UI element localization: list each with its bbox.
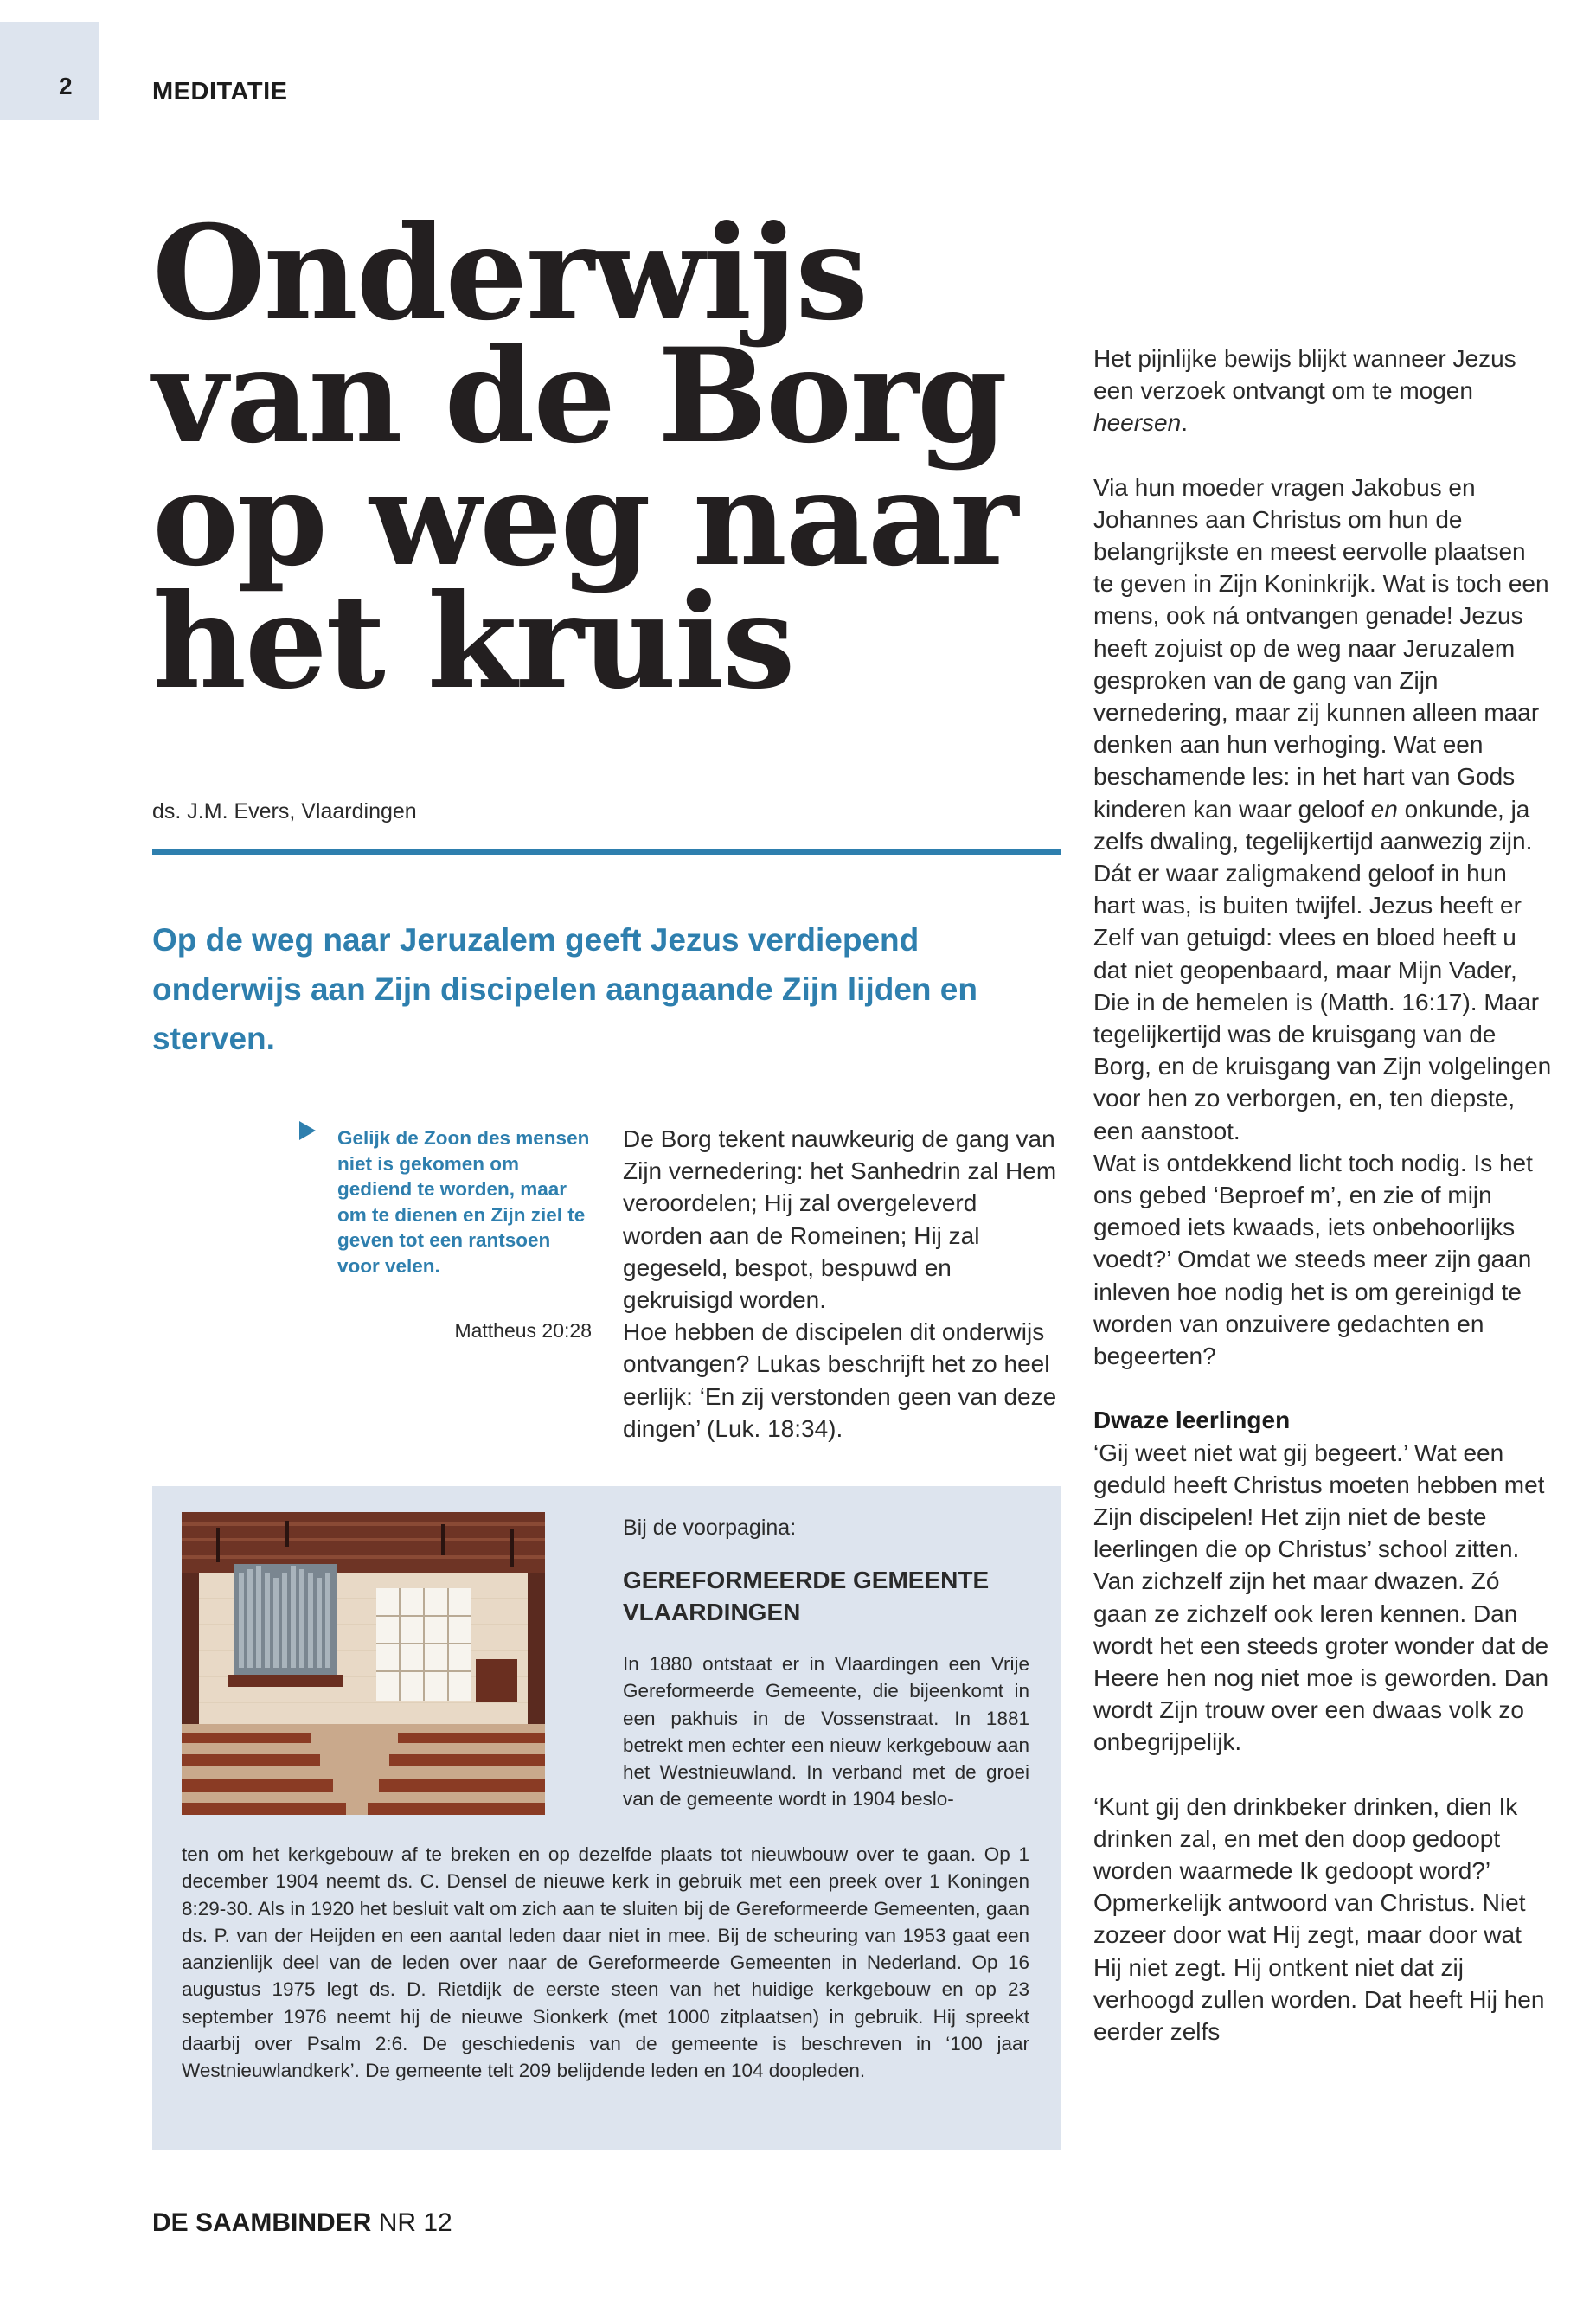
middle-column (623, 1123, 1061, 1445)
title-line: op weg naar (152, 443, 1017, 595)
page-number-box (0, 22, 99, 120)
title-line: het kruis (152, 566, 794, 718)
issue-number: NR 12 (378, 2208, 452, 2237)
subheading: Dwaze leerlingen (1093, 1407, 1291, 1434)
lead-paragraph: Op de weg naar Jeruzalem geeft Jezus verdiepend onderwijs aan Zijn discipelen aangaande Zijn lijden en sterven. (152, 922, 977, 1056)
article-title (152, 197, 1035, 718)
footer-magazine-info (152, 2208, 452, 2238)
triangle-bullet-icon (299, 1121, 316, 1140)
body-paragraph: Wat is ontdekkend licht toch nodig. Is het ons gebed ‘Beproef m’, en zie of mijn gemoed iets kwaads, iets onbehoorlijks voedt?’ Omdat we steeds meer zijn gaan inleven hoe nodig het is om gereinigd te worden van onzuivere gedachten en begeerten? (1093, 1149, 1533, 1370)
right-column (1093, 343, 1552, 2048)
body-paragraph: ‘Gij weet niet wat gij begeert.’ Wat een geduld heeft Christus moeten hebben met Zijn discipelen! Het zijn niet de beste leerlingen die op Christus’ school zitten. Van zichzelf zijn het maar dwazen. Zó gaan ze zichzelf ook leren kennen. Dan wordt het een steeds groter wonder dat de Heere hen nog niet moe is geworden. Dan wordt Zijn trouw over een dwaas volk zo onbegrijpelijk. (1093, 1439, 1549, 1756)
page-number: 2 (59, 73, 73, 99)
section-label: MEDITATIE (152, 78, 288, 106)
body-paragraph: Het pijnlijke bewijs blijkt wanneer Jezus een verzoek ontvangt om te mogen heersen. (1093, 345, 1516, 437)
body-paragraph: Via hun moeder vragen Jakobus en Johannes aan Christus om hun de belangrijkste en meest eervolle plaatsen te geven in Zijn Koninkrijk. Wat is toch een mens, ook ná ontvangen genade! Jezus heeft zojuist op de weg naar Jeruzalem gesproken van de gang van Zijn vernedering, maar zij kunnen alleen maar denken aan hun verhoging. Wat een beschamende les: in het hart van Gods kinderen kan waar geloof en onkunde, ja zelfs dwaling, tegelijkertijd aanwezig zijn. Dát er waar zaligmakend geloof in hun hart was, is buiten twijfel. Jezus heeft er Zelf van getuigd: vlees en bloed heeft u dat niet geopenbaard, maar Mijn Vader, Die in de hemelen is (Matth. 16:17). Maar tegelijkertijd was de kruisgang van de Borg, en de kruisgang van Zijn volgelingen voor hen zo verborgen, en, ten diepste, een aanstoot. (1093, 473, 1552, 1144)
infobox-text-bottom: ten om het kerkgebouw af te breken en op dezelfde plaats tot nieuwbouw over te gaan. Op 1 december 1904 neemt ds. C. Densel de nieuwe kerk in gebruik met een preek over 1 Koningen 8:29-30. Als in 1920 het besluit valt om zich aan te sluiten bij de Gereformeerde Gemeenten, gaan ds. P. van der Heijden en een aantal leden daar niet in mee. Bij de scheuring van 1953 gaat een aanzienlijk deel van de leden over naar de Gereformeerde Gemeenten in Nederland. Op 16 augustus 1975 legt ds. D. Rietdijk de eerste steen van het huidige kerkgebouw en op 23 september 1976 neemt hij de nieuwe Sionkerk (met 1000 zitplaatsen) in gebruik. Hij spreekt daarbij over Psalm 2:6. De geschiedenis van de gemeente is beschreven in ‘100 jaar Westnieuwlandkerk’. De gemeente telt 209 belijdende leden en 104 doopleden. (182, 1843, 1029, 2082)
magazine-name: DE SAAMBINDER (152, 2208, 372, 2237)
infobox-text-top: In 1880 ontstaat er in Vlaardingen een Vrije Gereformeerde Gemeente, die bijeenkomt in een pakhuis in de Vossenstraat. In 1881 betrekt men echter een nieuw kerkgebouw aan het Westnieuwland. In verband met de groei van de gemeente wordt in 1904 beslo- (623, 1653, 1029, 1811)
divider-rule (152, 849, 1061, 855)
infobox-title: GEREFORMEERDE GEMEENTE VLAARDINGEN (623, 1567, 990, 1625)
title-line: van de Borg (152, 320, 1006, 472)
body-paragraph: ‘Kunt gij den drinkbeker drinken, dien Ik drinken zal, en met den doop gedoopt worden waarmede Ik gedoopt word?’ Opmerkelijk antwoord van Christus. Niet zozeer door wat Hij zegt, maar door wat Hij niet zegt. Hij ontkent niet dat zij verhoogd zullen worden. Dat heeft Hij hen eerder zelfs (1093, 1792, 1545, 2045)
title-line: Onderwijs (152, 197, 867, 349)
body-paragraph: Hoe hebben de discipelen dit onderwijs ontvangen? Lukas beschrijft het zo heel eerlijk: ‘En zij verstonden geen van deze dingen’ (Luk. 18:34). (623, 1318, 1057, 1442)
church-interior-photo (182, 1512, 545, 1815)
author-byline: ds. J.M. Evers, Vlaardingen (152, 799, 417, 824)
body-paragraph: De Borg tekent nauwkeurig de gang van Zijn vernedering: het Sanhedrin zal Hem veroordelen; Hij zal overgeleverd worden aan de Romeinen; Hij zal gegeseld, bespot, bespuwd en gekruisigd worden. (623, 1125, 1057, 1314)
quote-reference: Mattheus 20:28 (454, 1319, 592, 1342)
infobox-kicker: Bij de voorpagina: (623, 1516, 797, 1540)
pull-quote: Gelijk de Zoon des mensen niet is gekomen om gediend te worden, maar om te dienen en Zijn ziel te geven tot een rantsoen voor velen. (337, 1127, 590, 1277)
